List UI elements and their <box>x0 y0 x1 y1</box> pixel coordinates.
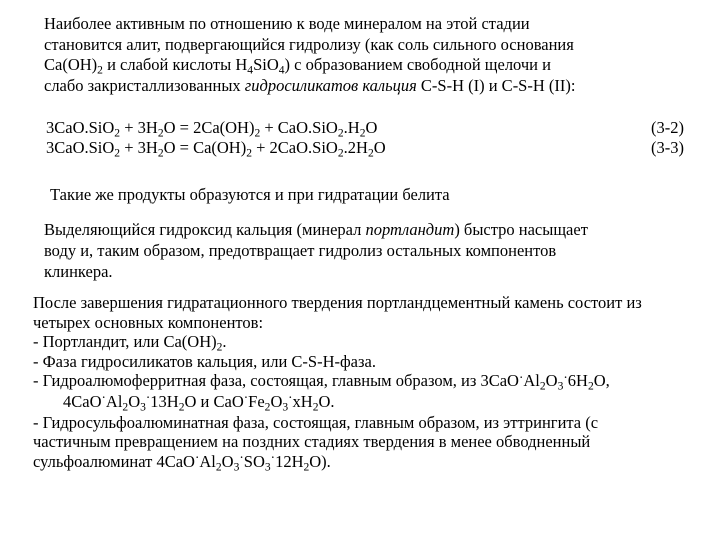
component-item-aluminoferrite: - Гидроалюмоферритная фаза, состоящая, главным образом, из $3CaO^\cdot Al_2O_3^\cdot 6H_2O$, <box>33 369 610 393</box>
belite-note: Такие же продукты образуются и при гидратации белита <box>50 185 450 204</box>
portlandite-line-3: клинкера. <box>44 262 113 281</box>
equation-number: (3-3) <box>651 138 684 157</box>
equation-formula: $3CaO.SiO_2 + 3H_2O = Ca(OH)_2 + 2CaO.SiO_2.2H_2O$ <box>46 138 386 160</box>
component-item-csh: - Фаза гидросиликатов кальция, или C-S-H-фаза. <box>33 351 376 371</box>
intro-paragraph <box>44 14 684 96</box>
portlandite-line-2: воду и, таким образом, предотвращает гидролиз остальных компонентов <box>44 241 557 260</box>
equation-number: (3-2) <box>651 118 684 137</box>
component-item-sulfoaluminate-line-3: сульфоалюминат $4CaO^\cdot Al_2O_3^\cdot SO_3^\cdot 12H_2O$). <box>33 450 331 474</box>
portlandite-term: портландит <box>365 220 455 239</box>
intro-line-1: Наиболее активным по отношению к воде минералом на этой стадии <box>44 14 530 33</box>
portlandite-line-1: Выделяющийся гидроксид кальция (минерал портландит) быстро насыщает <box>44 220 588 239</box>
intro-line-3: $Ca(OH)_2$ и слабой кислоты $H_4SiO_4$) с образованием свободной щелочи и <box>44 55 551 77</box>
components-line-2: четырех основных компонентов: <box>33 312 264 332</box>
components-line-1: После завершения гидратационного твердения портландцементный камень состоит из <box>33 293 642 312</box>
component-item-aluminoferrite-cont: $4CaO^\cdot Al_2O_3^\cdot 13H_2O$ и $CaO^\cdot Fe_2O_3^\cdot xH_2O$. <box>63 390 335 414</box>
intro-line-4: слабо закристаллизованных гидросиликатов кальция C-S-H (I) и C-S-H (II): <box>44 75 576 95</box>
component-item-sulfoaluminate: - Гидросульфоалюминатная фаза, состоящая, главным образом, из эттрингита (с <box>33 412 599 432</box>
intro-line-2: становится алит, подвергающийся гидролизу (как соль сильного основания <box>44 34 574 54</box>
component-item-sulfoaluminate-line-2: частичным превращением на поздних стадиях твердения в менее обводненный <box>33 432 591 452</box>
components-paragraph <box>33 293 703 472</box>
calcium-hydrosilicates-term: гидросиликатов кальция <box>244 75 417 95</box>
equation-formula: $3CaO.SiO_2 + 3H_2O = 2Ca(OH)_2 + CaO.SiO_2.H_2O$ <box>46 118 378 140</box>
component-item-portlandite: - Портландит, или $Ca(OH)_2$. <box>33 332 227 354</box>
portlandite-paragraph <box>44 219 684 282</box>
